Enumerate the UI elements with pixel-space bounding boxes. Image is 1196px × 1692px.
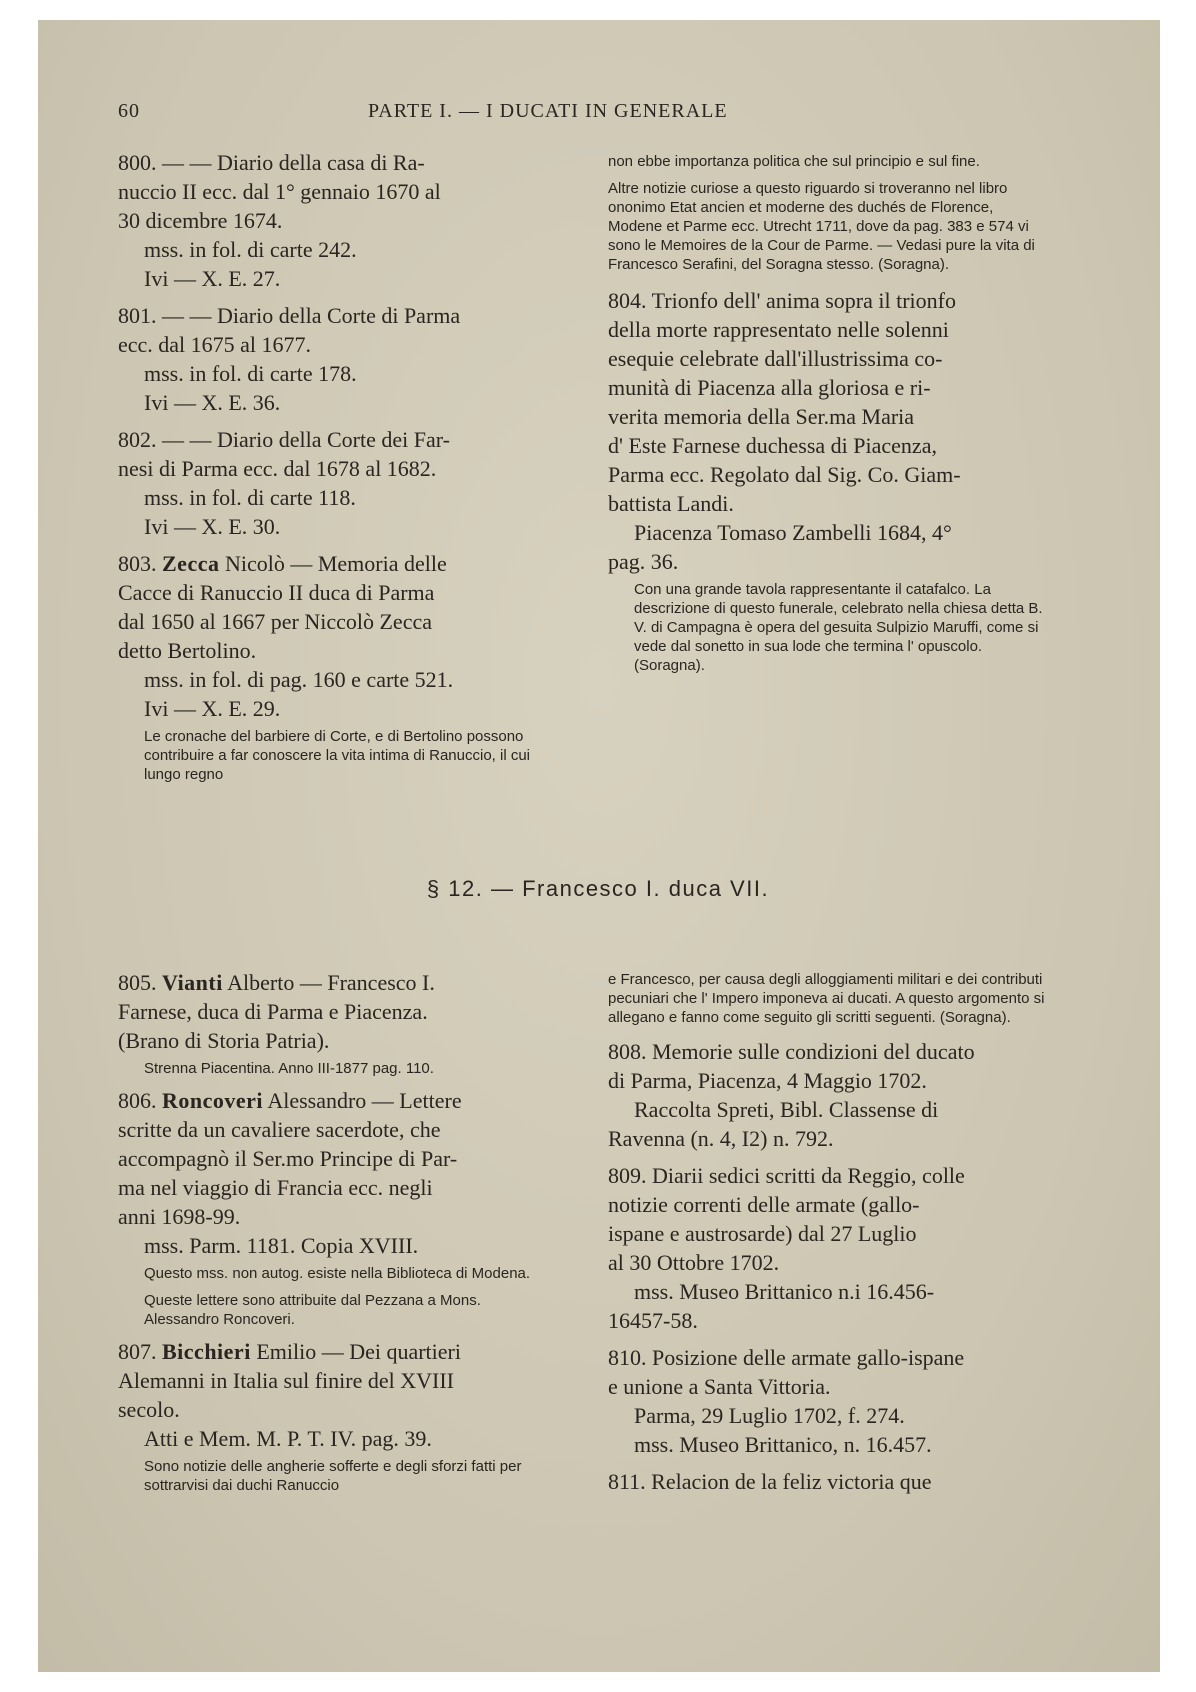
entry-author: Vianti bbox=[162, 970, 223, 995]
entry-author: Zecca bbox=[162, 551, 220, 576]
entry-line: secolo. bbox=[118, 1397, 180, 1422]
entry-803 bbox=[118, 549, 538, 784]
entry-line: 800. — — Diario della casa di Ra- bbox=[118, 150, 425, 175]
entry-line: Ivi — X. E. 27. bbox=[144, 266, 281, 291]
entry-text: Alberto — Francesco I. bbox=[222, 970, 435, 995]
entry-line: 802. — — Diario della Corte dei Far- bbox=[118, 427, 450, 452]
entry-author: Bicchieri bbox=[162, 1339, 251, 1364]
entry-note: Sono notizie delle angherie sofferte e degli sforzi fatti per sottrarvisi dai duchi Ranuccio bbox=[144, 1458, 522, 1494]
entry-line: (Brano di Storia Patria). bbox=[118, 1028, 330, 1053]
note-paragraph: Altre notizie curiose a questo riguardo si troveranno nel libro ononimo Etat ancien et moderne des duchés de Florence, Modene et Parme ecc. Utrecht 1711, dove da pag. 383 e 574 vi sono le Memoires de la Cour de Parme. — Vedasi pure la vita di Francesco Serafini, del Soragna stesso. (Soragna). bbox=[608, 180, 1035, 273]
entry-line: Alemanni in Italia sul finire del XVIII bbox=[118, 1368, 455, 1393]
entry-line bbox=[118, 1086, 538, 1115]
entry-author: Roncoveri bbox=[162, 1088, 264, 1113]
entry-number: 803. bbox=[118, 551, 157, 576]
entry-line: 811. Relacion de la feliz victoria que bbox=[608, 1469, 932, 1494]
entry-line: della morte rappresentato nelle solenni bbox=[608, 317, 949, 342]
running-title: PARTE I. — I DUCATI IN GENERALE bbox=[368, 100, 728, 122]
top-right-column bbox=[608, 152, 1048, 683]
entry-line: mss. Parm. 1181. Copia XVIII. bbox=[144, 1233, 419, 1258]
entry-809 bbox=[608, 1161, 1048, 1335]
entry-line: ma nel viaggio di Francia ecc. negli bbox=[118, 1175, 433, 1200]
entry-line: battista Landi. bbox=[608, 491, 734, 516]
entry-line bbox=[118, 968, 538, 997]
entry-800 bbox=[118, 148, 538, 293]
entry-804 bbox=[608, 286, 1048, 675]
entry-line: Parma ecc. Regolato dal Sig. Co. Giam- bbox=[608, 462, 961, 487]
entry-line: mss. Museo Brittanico n.i 16.456- bbox=[634, 1279, 935, 1304]
entry-line: pag. 36. bbox=[608, 549, 679, 574]
entry-text: Nicolò — Memoria delle bbox=[219, 551, 447, 576]
entry-811 bbox=[608, 1467, 1048, 1496]
entry-line: e unione a Santa Vittoria. bbox=[608, 1374, 831, 1399]
entry-805 bbox=[118, 968, 538, 1078]
entry-line bbox=[118, 1337, 538, 1366]
continued-note: e Francesco, per causa degli alloggiamenti militari e dei contributi pecuniari che l' Impero imponeva ai ducati. A questo argomento si allegano e fanno come seguito gli scritti seguenti. (Soragna). bbox=[608, 971, 1045, 1026]
entry-number: 806. bbox=[118, 1088, 157, 1113]
entry-line: Parma, 29 Luglio 1702, f. 274. bbox=[634, 1403, 905, 1428]
section-title: § 12. — Francesco I. duca VII. bbox=[426, 876, 770, 901]
entry-line: mss. in fol. di carte 118. bbox=[144, 485, 356, 510]
entry-810 bbox=[608, 1343, 1048, 1459]
bottom-left-column bbox=[118, 968, 538, 1503]
entry-line: notizie correnti delle armate (gallo- bbox=[608, 1192, 920, 1217]
entry-note: Le cronache del barbiere di Corte, e di Bertolino possono contribuire a far conoscere la vita intima di Ranuccio, il cui lungo regno bbox=[144, 728, 531, 783]
entry-808 bbox=[608, 1037, 1048, 1153]
entry-802 bbox=[118, 425, 538, 541]
entry-line: esequie celebrate dall'illustrissima co- bbox=[608, 346, 943, 371]
entry-text: Alessandro — Lettere bbox=[263, 1088, 462, 1113]
entry-line: nesi di Parma ecc. dal 1678 al 1682. bbox=[118, 456, 437, 481]
entry-line: 808. Memorie sulle condizioni del ducato bbox=[608, 1039, 975, 1064]
entry-line: accompagnò il Ser.mo Principe di Par- bbox=[118, 1146, 458, 1171]
entry-801 bbox=[118, 301, 538, 417]
entry-line: 30 dicembre 1674. bbox=[118, 208, 283, 233]
entry-line: mss. in fol. di pag. 160 e carte 521. bbox=[144, 667, 454, 692]
entry-note: Queste lettere sono attribuite dal Pezzana a Mons. Alessandro Roncoveri. bbox=[144, 1292, 481, 1328]
continued-note: non ebbe importanza politica che sul principio e sul fine. bbox=[608, 153, 980, 170]
entry-line bbox=[118, 549, 538, 578]
entry-806 bbox=[118, 1086, 538, 1329]
entry-line: 809. Diarii sedici scritti da Reggio, colle bbox=[608, 1163, 965, 1188]
entry-line: 801. — — Diario della Corte di Parma bbox=[118, 303, 461, 328]
entry-807 bbox=[118, 1337, 538, 1495]
entry-text: Emilio — Dei quartieri bbox=[250, 1339, 461, 1364]
entry-line: Piacenza Tomaso Zambelli 1684, 4° bbox=[634, 520, 952, 545]
entry-line: Cacce di Ranuccio II duca di Parma bbox=[118, 580, 435, 605]
entry-line: mss. in fol. di carte 242. bbox=[144, 237, 357, 262]
entry-number: 805. bbox=[118, 970, 157, 995]
entry-line: Farnese, duca di Parma e Piacenza. bbox=[118, 999, 428, 1024]
entry-line: Raccolta Spreti, Bibl. Classense di bbox=[634, 1097, 939, 1122]
entry-line: scritte da un cavaliere sacerdote, che bbox=[118, 1117, 441, 1142]
entry-note: Con una grande tavola rappresentante il catafalco. La descrizione di questo funerale, celebrato nella chiesa detta B. V. di Campagna è opera del gesuita Sulpizio Maruffi, come si vede dal sonetto in sua lode che termina l' opuscolo. (Soragna). bbox=[634, 581, 1043, 674]
entry-line: detto Bertolino. bbox=[118, 638, 257, 663]
entry-number: 807. bbox=[118, 1339, 157, 1364]
entry-line: Ivi — X. E. 30. bbox=[144, 514, 281, 539]
entry-line: di Parma, Piacenza, 4 Maggio 1702. bbox=[608, 1068, 927, 1093]
entry-line: munità di Piacenza alla gloriosa e ri- bbox=[608, 375, 931, 400]
entry-line: ecc. dal 1675 al 1677. bbox=[118, 332, 312, 357]
entry-line: d' Este Farnese duchessa di Piacenza, bbox=[608, 433, 937, 458]
entry-line: nuccio II ecc. dal 1° gennaio 1670 al bbox=[118, 179, 441, 204]
entry-line: mss. in fol. di carte 178. bbox=[144, 361, 357, 386]
entry-line: 804. Trionfo dell' anima sopra il trionfo bbox=[608, 288, 956, 313]
entry-line: anni 1698-99. bbox=[118, 1204, 241, 1229]
entry-line: 16457-58. bbox=[608, 1308, 698, 1333]
entry-line: Ivi — X. E. 29. bbox=[144, 696, 281, 721]
bottom-right-column bbox=[608, 970, 1048, 1504]
entry-line: verita memoria della Ser.ma Maria bbox=[608, 404, 915, 429]
entry-line: 810. Posizione delle armate gallo-ispane bbox=[608, 1345, 965, 1370]
entry-line: Atti e Mem. M. P. T. IV. pag. 39. bbox=[144, 1426, 432, 1451]
entry-line: dal 1650 al 1667 per Niccolò Zecca bbox=[118, 609, 432, 634]
entry-line: Ivi — X. E. 36. bbox=[144, 390, 281, 415]
page-number: 60 bbox=[118, 100, 140, 122]
entry-line: mss. Museo Brittanico, n. 16.457. bbox=[634, 1432, 932, 1457]
entry-line: ispane e austrosarde) dal 27 Luglio bbox=[608, 1221, 917, 1246]
entry-line: Ravenna (n. 4, I2) n. 792. bbox=[608, 1126, 834, 1151]
top-left-column bbox=[118, 148, 538, 792]
entry-line: al 30 Ottobre 1702. bbox=[608, 1250, 780, 1275]
entry-note: Questo mss. non autog. esiste nella Biblioteca di Modena. bbox=[144, 1265, 531, 1282]
entry-note: Strenna Piacentina. Anno III-1877 pag. 110. bbox=[144, 1060, 434, 1077]
